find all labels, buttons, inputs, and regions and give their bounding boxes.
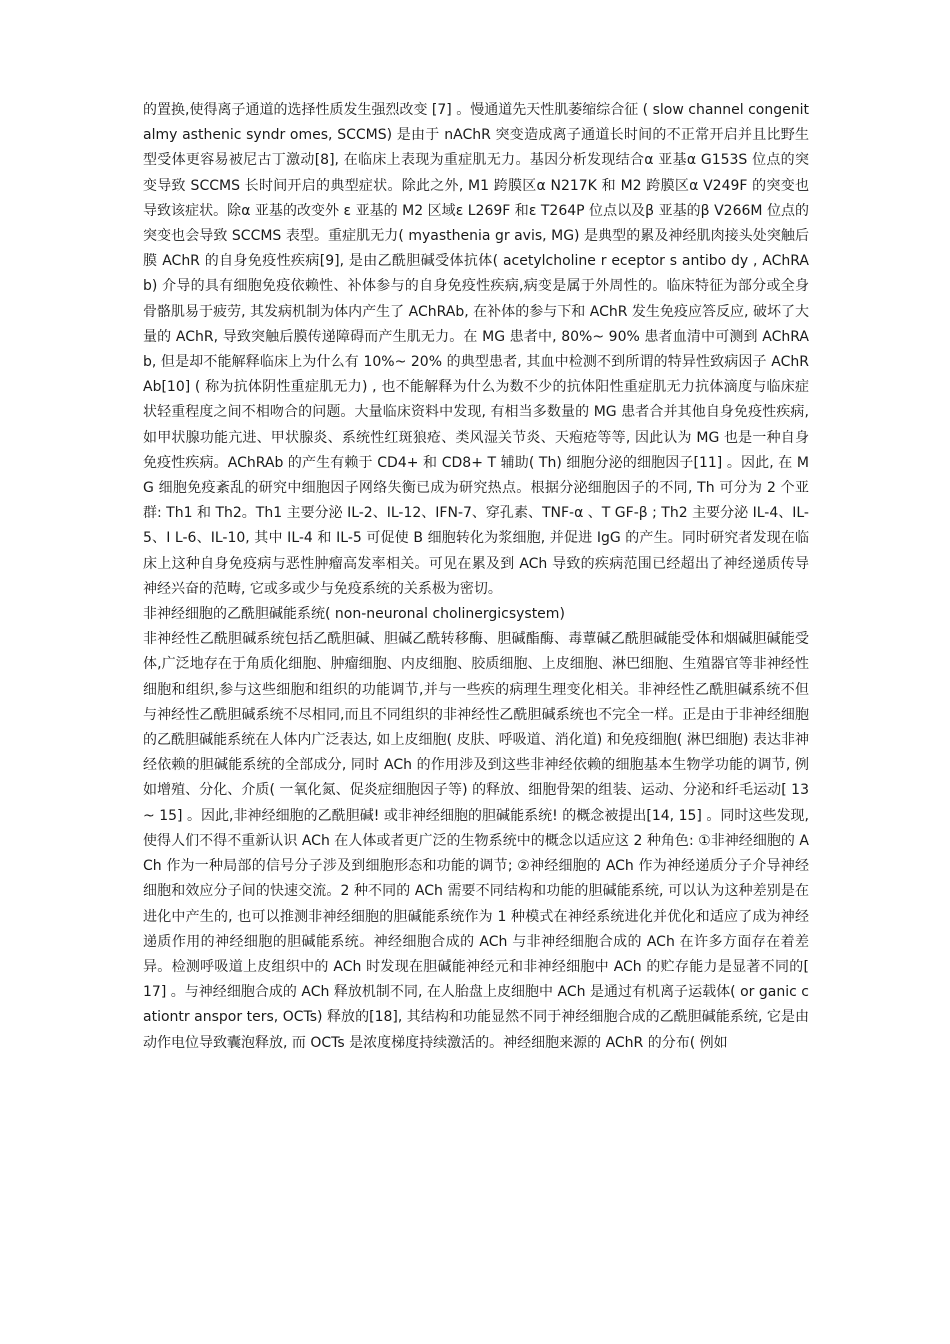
paragraph-2: 非神经性乙酰胆碱系统包括乙酰胆碱、胆碱乙酰转移酶、胆碱酯酶、毒蕈碱乙酰胆碱能受体和烟碱胆碱能受体,广泛地存在于角质化细胞、肿瘤细胞、内皮细胞、胶质细胞、上皮细胞、淋巴细胞、生殖器官等非神经性细胞和组织,参与这些细胞和组织的功能调节,并与一些疾的病理生理变化相关。非神经性乙酰胆碱系统不但与神经性乙酰胆碱系统不尽相同,而且不同组织的非神经性乙酰胆碱系统也不完全一样。正是由于非神经细胞的乙酰胆碱能系统在人体内广泛表达, 如上皮细胞( 皮肤、呼吸道、消化道) 和免疫细胞( 淋巴细胞) 表达非神经依赖的胆碱能系统的全部成分, 同时 ACh 的作用涉及到这些非神经依赖的细胞基本生物学功能的调节, 例如增殖、分化、介质( 一氧化氮、促炎症细胞因子等) 的释放、细胞骨架的组装、运动、分泌和纤毛运动[ 13~ 15] 。因此,非神经细胞的乙酰胆碱! 或非神经细胞的胆碱能系统! 的概念被提出[14, 15] 。同时这些发现, 使得人们不得不重新认识 ACh 在人体或者更广泛的生物系统中的概念以适应这 2 种角色: ①非神经细胞的 ACh 作为一种局部的信号分子涉及到细胞形态和功能的调节; ②神经细胞的 ACh 作为神经递质分子介导神经细胞和效应分子间的快速交流。2 种不同的 ACh 需要不同结构和功能的胆碱能系统, 可以认为这种差别是在进化中产生的, 也可以推测非神经细胞的胆碱能系统作为 1 种模式在神经系统进化并优化和适应了成为神经递质作用的神经细胞的胆碱能系统。神经细胞合成的 ACh 与非神经细胞合成的 ACh 在许多方面存在着差异。检测呼吸道上皮组织中的 ACh 时发现在胆碱能神经元和非神经细胞中 ACh 的贮存能力是显著不同的[ 17] 。与神经细胞合成的 ACh 释放机制不同, 在人胎盘上皮细胞中 ACh 是通过有机离子运载体( or ganic cationtr anspor ters, OCTs) 释放的[18], 其结构和功能显然不同于神经细胞合成的乙酰胆碱能系统, 它是由动作电位导致囊泡释放, 而 OCTs 是浓度梯度持续激活的。神经细胞来源的 AChR 的分布( 例如 [143,631,809,1051]
document-body [143,98,809,1056]
section-heading: 非神经细胞的乙酰胆碱能系统( non-neuronal cholinergicsystem) [143,606,565,623]
paragraph-1: 的置换,使得离子通道的选择性质发生强烈改变 [7] 。慢通道先天性肌萎缩综合征 ( slow channel congenitalmy asthenic syndr omes, SCCMS) 是由于 nAChR 突变造成离子通道长时间的不正常开启并且比野生型受体更容易被尼古丁激动[8], 在临床上表现为重症肌无力。基因分析发现结合α 亚基α G153S 位点的突变导致 SCCMS 长时间开启的典型症状。除此之外, M1 跨膜区α N217K 和 M2 跨膜区α V249F 的突变也导致该症状。除α 亚基的改变外 ε 亚基的 M2 区域ε L269F 和ε T264P 位点以及β 亚基的β V266M 位点的突变也会导致 SCCMS 表型。重症肌无力( myasthenia gr avis, MG) 是典型的累及神经肌肉接头处突触后膜 AChR 的自身免疫性疾病[9], 是由乙酰胆碱受体抗体( acetylcholine r eceptor s antibo dy , AChRAb) 介导的具有细胞免疫依赖性、补体参与的自身免疫性疾病,病变是属于外周性的。临床特征为部分或全身骨骼肌易于疲劳, 其发病机制为体内产生了 AChRAb, 在补体的参与下和 AChR 发生免疫应答反应, 破坏了大量的 AChR, 导致突触后膜传递障碍而产生肌无力。在 MG 患者中, 80%~ 90% 患者血清中可测到 AChRAb, 但是却不能解释临床上为什么有 10%~ 20% 的典型患者, 其血中检测不到所谓的特异性致病因子 AChRAb[10] ( 称为抗体阴性重症肌无力) , 也不能解释为什么为数不少的抗体阳性重症肌无力抗体滴度与临床症状轻重程度之间不相吻合的问题。大量临床资料中发现, 有相当多数量的 MG 患者合并其他自身免疫性疾病, 如甲状腺功能亢进、甲状腺炎、系统性红斑狼疮、类风湿关节炎、天疱疮等等, 因此认为 MG 也是一种自身免疫性疾病。AChRAb 的产生有赖于 CD4+ 和 CD8+ T 辅助( Th) 细胞分泌的细胞因子[11] 。因此, 在 MG 细胞免疫紊乱的研究中细胞因子网络失衡已成为研究热点。根据分泌细胞因子的不同, Th 可分为 2 个亚群: Th1 和 Th2。Th1 主要分泌 IL-2、IL-12、IFN-7、穿孔素、TNF-α 、T GF-β ; Th2 主要分泌 IL-4、IL-5、I L-6、IL-10, 其中 IL-4 和 IL-5 可促使 B 细胞转化为浆细胞, 并促进 IgG 的产生。同时研究者发现在临床上这种自身免疫病与恶性肿瘤高发率相关。可见在累及到 ACh 导致的疾病范围已经超出了神经递质传导神经兴奋的范畴, 它或多或少与免疫系统的关系极为密切。 [143,102,809,597]
